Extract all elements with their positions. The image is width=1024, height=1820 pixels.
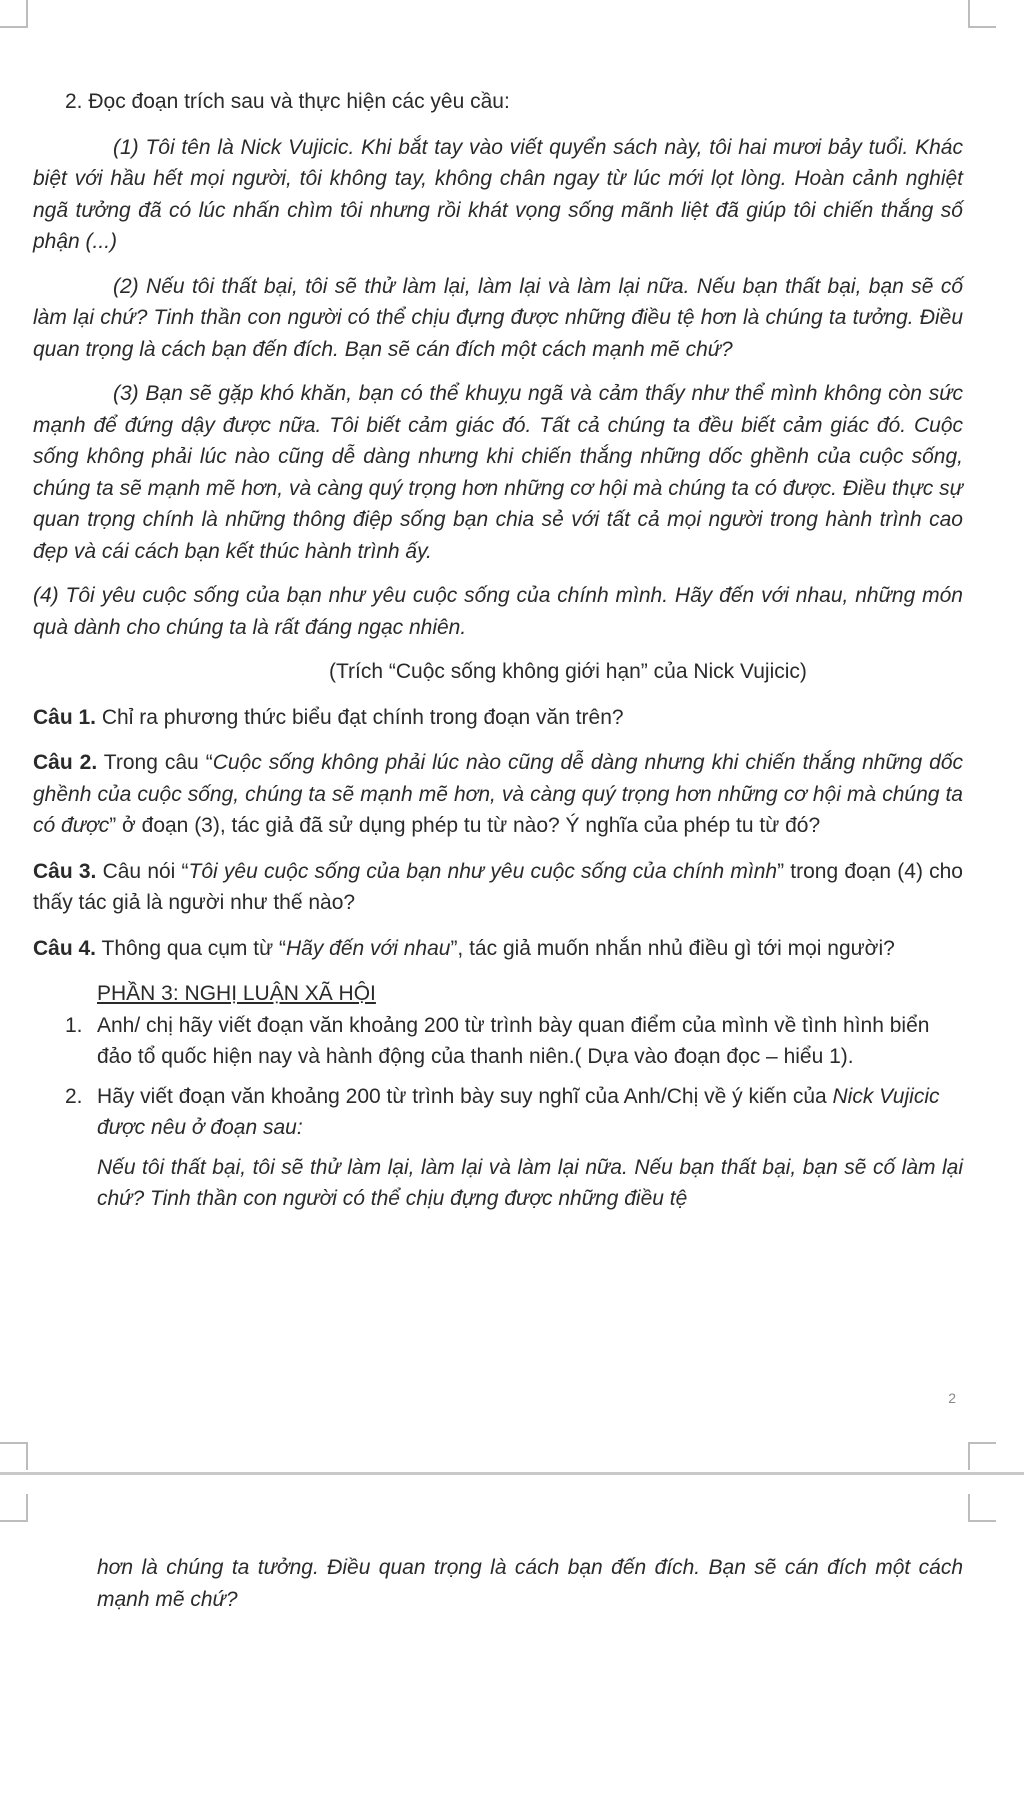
question-3 [33,856,963,919]
question-2 [33,747,963,842]
question-4-text-pre: Thông qua cụm từ “ [96,936,286,960]
part-3-title: PHẦN 3: NGHỊ LUẬN XÃ HỘI [97,982,376,1005]
task-2-quote-part-2: hơn là chúng ta tưởng. Điều quan trọng là cách bạn đến đích. Bạn sẽ cán đích một cách mạnh mẽ chứ? [97,1556,963,1611]
question-1 [33,702,963,734]
question-2-text-pre: Trong câu “ [97,751,213,774]
document-page-3 [0,1478,1024,1820]
excerpt-paragraph-3: (3) Bạn sẽ gặp khó khăn, bạn có thể khuỵu ngã và cảm thấy như thể mình không còn sức mạnh để đứng dậy được nữa. Tôi biết cảm giác đó. Tất cả chúng ta đều biết cảm giác đó. Cuộc sống không phải lúc nào cũng dễ dàng nhưng khi chiến thắng những dốc ghềnh của cuộc sống, chúng ta sẽ mạnh mẽ hơn, và càng quý trọng hơn những cơ hội mà chúng ta có được. Điều thực sự quan trọng chính là những thông điệp sống bạn chia sẻ với tất cả mọi người trong hành trình cao đẹp và cái cách bạn kết thúc hành trình ấy. [33,382,963,563]
task-2 [33,1081,963,1144]
page-corner-marker [968,1494,996,1522]
question-3-text-pre: Câu nói “ [96,859,189,883]
task-1-text: Anh/ chị hãy viết đoạn văn khoảng 200 từ trình bày quan điểm của mình về tình hình biển đảo tổ quốc hiện nay và hành động của thanh niên.( Dựa vào đoạn đọc – hiểu 1). [97,1013,930,1068]
question-1-text: Chỉ ra phương thức biểu đạt chính trong đoạn văn trên? [96,705,624,729]
task-2-number: 2. [65,1084,83,1108]
page-corner-marker [0,0,28,28]
task-2-text: Hãy viết đoạn văn khoảng 200 từ trình bày suy nghĩ của Anh/Chị về ý kiến của Nick Vujicic được nêu ở đoạn sau: [97,1084,940,1139]
question-3-text-post: ” trong đoạn (4) cho thấy tác giả là người như thế nào? [33,859,963,914]
question-3-label: Câu 3. [33,859,97,883]
page-body [33,86,963,1215]
page-corner-marker [968,1442,996,1470]
page-corner-marker [0,1494,28,1522]
page-number: 2 [948,1390,956,1406]
task-1-number: 1. [65,1013,83,1037]
page-separator [0,1472,1024,1475]
question-2-label: Câu 2. [33,751,98,774]
question-2-quote: Cuộc sống không phải lúc nào cũng dễ dàng nhưng khi chiến thắng những dốc ghềnh của cuộc sống, chúng ta sẽ mạnh mẽ hơn, và càng quý trọng hơn những cơ hội mà chúng ta có được [33,751,963,837]
question-4-quote: Hãy đến với nhau [285,936,451,960]
excerpt-paragraph-2: (2) Nếu tôi thất bại, tôi sẽ thử làm lại, làm lại và làm lại nữa. Nếu bạn thất bại, bạn sẽ cố làm lại chứ? Tinh thần con người có thể chịu đựng được những điều tệ hơn là chúng ta tưởng. Điều quan trọng là cách bạn đến đích. Bạn sẽ cán đích một cách mạnh mẽ chứ? [33,274,963,361]
exercise-heading: 2. Đọc đoạn trích sau và thực hiện các yêu cầu: [65,90,510,113]
excerpt-paragraph-1: (1) Tôi tên là Nick Vujicic. Khi bắt tay vào viết quyển sách này, tôi hai mươi bảy tuổi. Khác biệt với hầu hết mọi người, tôi không tay, không chân ngay từ lúc mới lọt lòng. Hoàn cảnh nghiệt ngã tưởng đã có lúc nhấn chìm tôi nhưng rồi khát vọng sống mãnh liệt đã giúp tôi chiến thắng số phận (...) [33,135,963,253]
question-4 [33,933,963,965]
page-corner-marker [968,0,996,28]
excerpt-source: (Trích “Cuộc sống không giới hạn” của Nick Vujicic) [329,660,807,683]
task-1 [33,1010,963,1073]
question-3-quote: Tôi yêu cuộc sống của bạn như yêu cuộc sống của chính mình [188,859,778,883]
question-2-text-post: ” ở đoạn (3), tác giả đã sử dụng phép tu từ nào? Ý nghĩa của phép tu từ đó? [109,814,821,837]
page-corner-marker [0,1442,28,1470]
question-1-label: Câu 1. [33,705,97,729]
question-4-label: Câu 4. [33,936,97,960]
task-2-quote-part-1: Nếu tôi thất bại, tôi sẽ thử làm lại, làm lại và làm lại nữa. Nếu bạn thất bại, bạn sẽ cố làm lại chứ? Tinh thần con người có thể chịu đựng được những điều tệ [97,1155,963,1210]
excerpt-paragraph-4: (4) Tôi yêu cuộc sống của bạn như yêu cuộc sống của chính mình. Hãy đến với nhau, những món quà dành cho chúng ta là rất đáng ngạc nhiên. [33,584,963,639]
page-body [33,1552,963,1615]
question-4-text-post: ”, tác giả muốn nhắn nhủ điều gì tới mọi người? [450,936,895,960]
